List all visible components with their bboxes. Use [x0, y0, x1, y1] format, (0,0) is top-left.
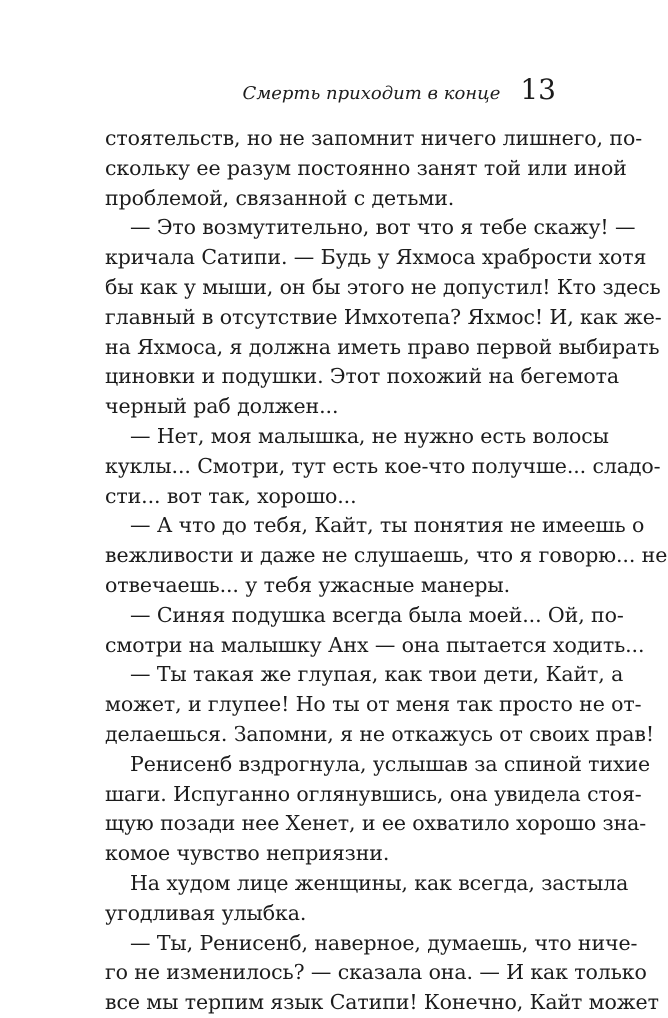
- running-header: [242, 73, 556, 112]
- text-line: сти... вот так, хорошо...: [105, 483, 357, 508]
- text-line: щую позади нее Хенет, и ее охватило хорошо зна-: [105, 811, 647, 836]
- text-line: скольку ее разум постоянно занят той или иной: [105, 155, 627, 180]
- text-line: — А что до тебя, Кайт, ты понятия не имеешь о: [130, 513, 645, 538]
- text-line: вежливости и даже не слушаешь, что я говорю... не: [105, 543, 668, 568]
- text-line: комое чувство неприязни.: [105, 841, 390, 866]
- text-line: делаешься. Запомни, я не откажусь от своих прав!: [105, 721, 654, 746]
- text-line: — Нет, моя малышка, не нужно есть волосы: [130, 423, 609, 448]
- text-line: го не изменилось? — сказала она. — И как только: [105, 960, 647, 985]
- text-line: Ренисенб вздрогнула, услышав за спиной тихие: [130, 751, 651, 776]
- text-line: угодливая улыбка.: [105, 900, 307, 925]
- text-line: черный раб должен...: [105, 394, 339, 419]
- body-text: [105, 124, 668, 1018]
- text-line: стоятельств, но не запомнит ничего лишнего, по-: [105, 126, 643, 150]
- text-line: — Ты такая же глупая, как твои дети, Кайт, а: [130, 662, 624, 687]
- text-line: все мы терпим язык Сатипи! Конечно, Кайт может: [105, 990, 659, 1015]
- text-line: может, и глупее! Но ты от меня так просто не от-: [105, 692, 642, 717]
- text-line: главный в отсутствие Имхотепа? Яхмос! И, как же-: [105, 304, 662, 329]
- text-line: отвечаешь... у тебя ужасные манеры.: [105, 572, 511, 597]
- text-line: циновки и подушки. Этот похожий на бегемота: [105, 364, 619, 389]
- text-line: — Синяя подушка всегда была моей... Ой, по-: [130, 602, 624, 627]
- text-line: бы как у мыши, он бы этого не допустил! Кто здесь: [105, 274, 661, 299]
- text-line: проблемой, связанной с детьми.: [105, 185, 455, 210]
- text-line: шаги. Испуганно оглянувшись, она увидела стоя-: [105, 781, 642, 806]
- text-line: кричала Сатипи. — Будь у Яхмоса храбрости хотя: [105, 245, 647, 270]
- text-line: куклы... Смотри, тут есть кое-что получше... сладо-: [105, 453, 661, 478]
- text-line: на Яхмоса, я должна иметь право первой выбирать: [105, 334, 660, 359]
- text-line: — Ты, Ренисенб, наверное, думаешь, что ниче-: [130, 930, 638, 955]
- page-number: 13: [520, 73, 556, 106]
- text-line: смотри на малышку Анх — она пытается ходить...: [105, 632, 645, 657]
- running-title: Смерть приходит в конце: [242, 83, 501, 104]
- text-line: На худом лице женщины, как всегда, застыла: [130, 870, 629, 895]
- text-line: — Это возмутительно, вот что я тебе скажу! —: [130, 215, 636, 240]
